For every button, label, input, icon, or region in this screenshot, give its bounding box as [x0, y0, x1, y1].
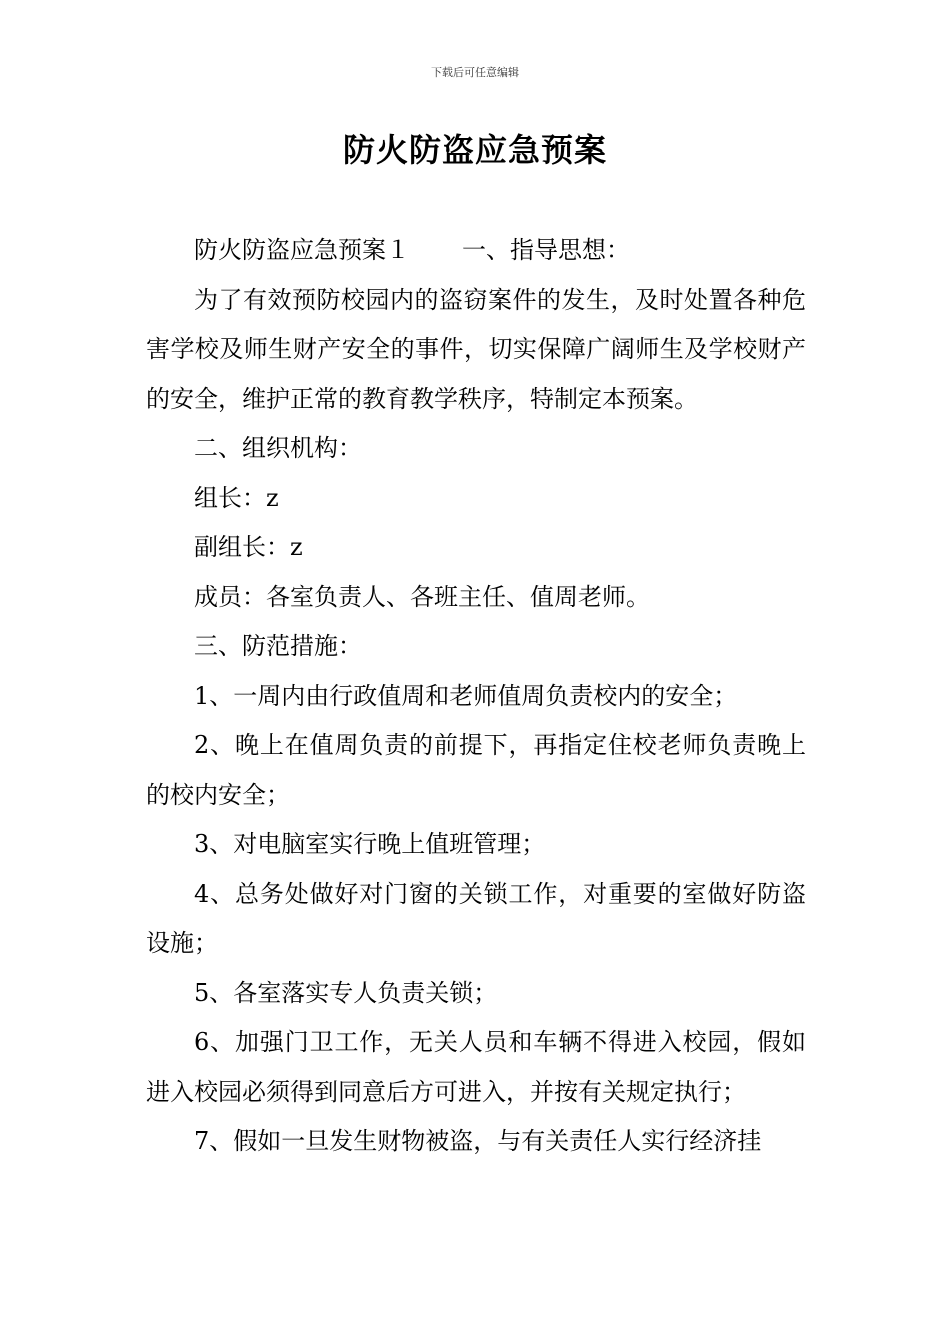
intro-heading: 一、指导思想：	[462, 236, 630, 264]
paragraph-leader: 组长：z	[194, 483, 279, 512]
paragraph-deputy-leader: 副组长：z	[194, 533, 303, 561]
measure-item-2: 2、晚上在值周负责的前提下，再指定住校老师负责晚上的校内安全；	[146, 731, 806, 809]
document-body	[146, 226, 806, 1167]
measure-item-3: 3、对电脑室实行晚上值班管理；	[194, 830, 546, 858]
measure-item-6: 6、加强门卫工作，无关人员和车辆不得进入校园，假如进入校园必须得到同意后方可进入，并按有关规定执行；	[146, 1028, 806, 1106]
measure-item-4: 4、总务处做好对门窗的关锁工作，对重要的室做好防盗设施；	[146, 879, 806, 957]
section-heading-measures: 三、防范措施：	[194, 632, 362, 660]
intro-paragraph	[146, 226, 806, 276]
document-title: 防火防盗应急预案	[342, 131, 607, 169]
measure-item-7: 7、假如一旦发生财物被盗，与有关责任人实行经济挂	[194, 1127, 762, 1155]
measure-item-1: 1、一周内由行政值周和老师值周负责校内的安全；	[194, 681, 738, 710]
header-note: 下载后可任意编辑	[431, 66, 519, 79]
paragraph-purpose: 为了有效预防校园内的盗窃案件的发生，及时处置各种危害学校及师生财产安全的事件，切实保障广阔师生及学校财产的安全，维护正常的教育教学秩序，特制定本预案。	[146, 285, 806, 413]
section-heading-organization: 二、组织机构：	[194, 434, 362, 462]
intro-label: 防火防盗应急预案１	[194, 236, 410, 264]
paragraph-members: 成员：各室负责人、各班主任、值周老师。	[194, 582, 650, 611]
measure-item-5: 5、各室落实专人负责关锁；	[194, 978, 498, 1007]
